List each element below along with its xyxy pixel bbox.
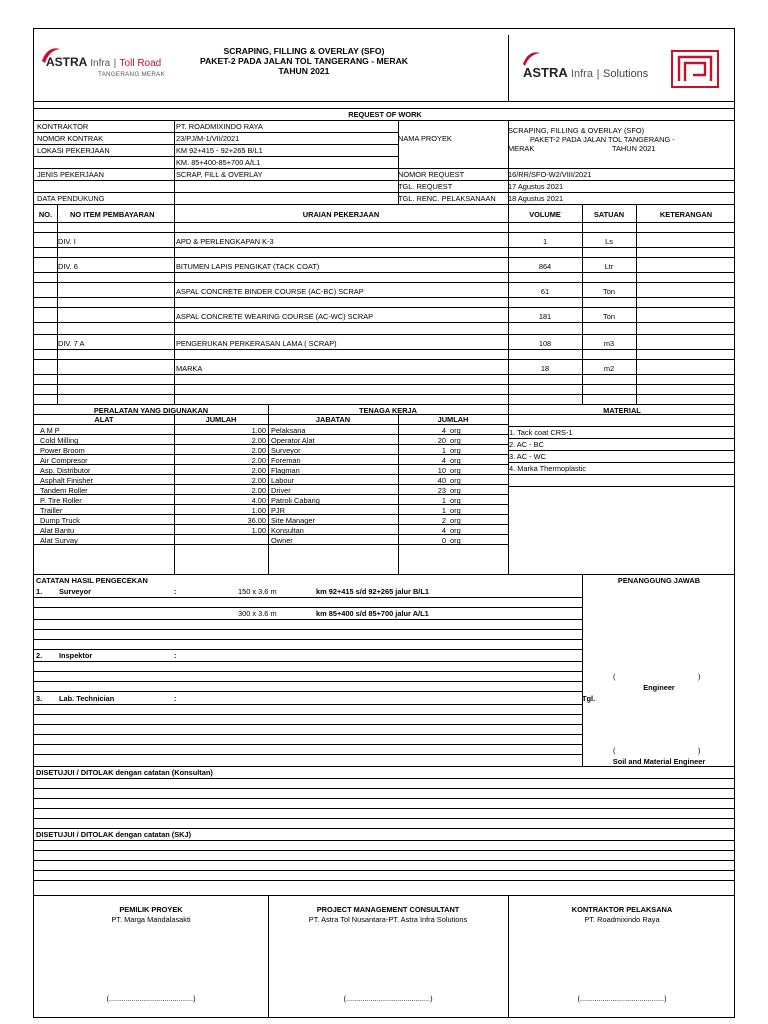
grid-line bbox=[398, 180, 735, 181]
lab-label: Lab. Technician bbox=[59, 694, 115, 703]
grid-line bbox=[508, 438, 735, 439]
label-tgl-request: TGL. REQUEST bbox=[398, 182, 453, 191]
grid-line bbox=[636, 204, 637, 404]
equipment-name: P. Tire Roller bbox=[40, 496, 82, 505]
approval-konsultan: DISETUJUI / DITOLAK dengan catatan (Konsultan) bbox=[36, 768, 213, 777]
labour-unit: org bbox=[450, 466, 461, 475]
grid-line bbox=[34, 120, 735, 121]
labour-unit: org bbox=[450, 496, 461, 505]
signature-contractor bbox=[508, 895, 735, 1018]
grid-line bbox=[34, 424, 508, 425]
grid-line bbox=[508, 450, 735, 451]
label-tgl-renc: TGL. RENC. PELAKSANAAN bbox=[398, 194, 496, 203]
jumlah-label-tenaga: JUMLAH bbox=[437, 415, 469, 424]
grid-line bbox=[34, 714, 582, 715]
grid-line bbox=[34, 222, 735, 223]
grid-line bbox=[174, 120, 175, 204]
solutions-emblem-icon bbox=[671, 50, 719, 88]
grid-line bbox=[34, 704, 582, 705]
signature-title: KONTRAKTOR PELAKSANA bbox=[571, 905, 673, 914]
grid-line bbox=[34, 180, 398, 181]
signature-line: (.........................................) bbox=[106, 994, 196, 1003]
grid-line bbox=[34, 282, 735, 283]
work-volume: 18 bbox=[540, 364, 550, 373]
grid-line bbox=[398, 192, 735, 193]
equipment-qty: 2.00 bbox=[251, 456, 266, 465]
labour-unit: org bbox=[450, 486, 461, 495]
grid-line bbox=[34, 798, 735, 799]
signature-line: (.........................................) bbox=[577, 994, 667, 1003]
grid-line bbox=[508, 426, 735, 427]
soil-engineer-label: Soil and Material Engineer bbox=[612, 757, 706, 766]
label-jenis: JENIS PEKERJAAN bbox=[37, 170, 104, 179]
surveyor-dim-2: 300 x 3.6 m bbox=[238, 609, 277, 618]
grid-line bbox=[508, 474, 735, 475]
equipment-qty: 1.00 bbox=[251, 506, 266, 515]
soil-paren-close: ) bbox=[698, 746, 701, 755]
grid-line bbox=[34, 574, 735, 575]
material-title: MATERIAL bbox=[603, 406, 641, 415]
inspektor-colon: : bbox=[174, 651, 177, 660]
label-lokasi: LOKASI PEKERJAAN bbox=[37, 146, 110, 155]
value-nomor-kontrak: 23/PJ/M-1/VII/2021 bbox=[176, 134, 240, 143]
approval-skj: DISETUJUI / DITOLAK dengan catatan (SKJ) bbox=[36, 830, 192, 839]
labour-qty: 1 bbox=[441, 506, 446, 515]
grid-line bbox=[34, 840, 735, 841]
equipment-name: Alat Survay bbox=[40, 536, 78, 545]
grid-line bbox=[57, 204, 58, 404]
work-uraian: ASPAL CONCRETE BINDER COURSE (AC-BC) SCRAP bbox=[176, 287, 364, 296]
equipment-qty: 2.00 bbox=[251, 476, 266, 485]
grid-line bbox=[34, 724, 582, 725]
grid-line bbox=[34, 101, 735, 102]
grid-line bbox=[34, 639, 582, 640]
equipment-name: Dump Truck bbox=[40, 516, 80, 525]
work-satuan: Ls bbox=[605, 237, 613, 246]
labour-unit: org bbox=[450, 436, 461, 445]
work-satuan: Ton bbox=[603, 287, 615, 296]
grid-line bbox=[34, 374, 735, 375]
grid-line bbox=[34, 108, 735, 109]
value-jenis: SCRAP, FILL & OVERLAY bbox=[176, 170, 263, 179]
labour-role: Driver bbox=[271, 486, 291, 495]
engineer-paren-open: ( bbox=[613, 672, 616, 681]
grid-line bbox=[34, 247, 735, 248]
label-nomor-request: NOMOR REQUEST bbox=[398, 170, 465, 179]
labour-qty: 0 bbox=[441, 536, 446, 545]
grid-line bbox=[34, 232, 735, 233]
logo-region: TANGERANG MERAK bbox=[98, 71, 165, 78]
labour-qty: 20 bbox=[437, 436, 446, 445]
work-uraian: APD & PERLENGKAPAN K-3 bbox=[176, 237, 274, 246]
value-kontraktor: PT. ROADMIXINDO RAYA bbox=[176, 122, 263, 131]
grid-line bbox=[34, 734, 582, 735]
grid-line bbox=[34, 597, 582, 598]
logo-sub: Infra bbox=[90, 58, 111, 69]
equipment-qty: 1.00 bbox=[251, 526, 266, 535]
grid-line bbox=[34, 359, 735, 360]
labour-unit: org bbox=[450, 526, 461, 535]
grid-line bbox=[34, 204, 735, 205]
material-item: 1. Tack coat CRS-1 bbox=[509, 428, 573, 437]
labour-role: Patroli Cabang bbox=[271, 496, 320, 505]
request-of-work-form bbox=[33, 28, 735, 1018]
grid-line bbox=[34, 322, 735, 323]
work-satuan: Ltr bbox=[604, 262, 614, 271]
equipment-name: Cold Milling bbox=[40, 436, 79, 445]
equipment-name: Tandem Roller bbox=[40, 486, 88, 495]
work-uraian: PENGERUKAN PERKERASAN LAMA ( SCRAP) bbox=[176, 339, 337, 348]
material-item: 3. AC - WC bbox=[509, 452, 546, 461]
grid-line bbox=[34, 744, 582, 745]
equipment-name: A M P bbox=[40, 426, 60, 435]
labour-unit: org bbox=[450, 536, 461, 545]
surveyor-label: Surveyor bbox=[59, 587, 92, 596]
label-nomor-kontrak: NOMOR KONTRAK bbox=[37, 134, 104, 143]
signature-line: (.........................................) bbox=[343, 994, 433, 1003]
grid-line bbox=[268, 404, 269, 574]
labour-role: Pelaksana bbox=[271, 426, 306, 435]
material-item: 2. AC - BC bbox=[509, 440, 544, 449]
soil-paren-open: ( bbox=[613, 746, 616, 755]
grid-line bbox=[34, 404, 735, 405]
work-item: DIV. 6 bbox=[58, 262, 78, 271]
value-nama-proyek-4: TAHUN 2021 bbox=[612, 144, 656, 153]
col-uraian: URAIAN PEKERJAAN bbox=[302, 210, 380, 219]
work-volume: 108 bbox=[538, 339, 552, 348]
grid-line bbox=[34, 850, 735, 851]
labour-qty: 2 bbox=[441, 516, 446, 525]
equipment-qty: 4.00 bbox=[251, 496, 266, 505]
value-tgl-renc: 18 Agustus 2021 bbox=[508, 194, 564, 203]
inspektor-label: Inspektor bbox=[59, 651, 93, 660]
work-item: DIV. I bbox=[58, 237, 76, 246]
grid-line bbox=[582, 574, 583, 766]
value-lokasi-1: KM 92+415 - 92+265 B/L1 bbox=[176, 146, 263, 155]
logo-astra-toll-road bbox=[38, 43, 174, 83]
grid-line bbox=[174, 204, 175, 404]
labour-qty: 1 bbox=[441, 496, 446, 505]
work-satuan: m2 bbox=[603, 364, 615, 373]
checks-title: CATATAN HASIL PENGECEKAN bbox=[36, 576, 148, 585]
value-lokasi-2: KM. 85+400-85+700 A/L1 bbox=[176, 158, 261, 167]
labour-unit: org bbox=[450, 506, 461, 515]
tenaga-title: TENAGA KERJA bbox=[358, 406, 418, 415]
value-nomor-request: 16/RR/SFO-W2/VIII/2021 bbox=[508, 170, 592, 179]
grid-line bbox=[34, 297, 735, 298]
inspektor-num: 2. bbox=[36, 651, 43, 660]
grid-line bbox=[34, 349, 735, 350]
equipment-qty: 2.00 bbox=[251, 466, 266, 475]
equipment-qty: 36.00 bbox=[247, 516, 266, 525]
labour-role: Surveyor bbox=[271, 446, 301, 455]
labour-role: Flagman bbox=[271, 466, 300, 475]
grid-line bbox=[34, 607, 582, 608]
labour-role: Labour bbox=[271, 476, 295, 485]
label-kontraktor: KONTRAKTOR bbox=[37, 122, 89, 131]
work-volume: 1 bbox=[542, 237, 548, 246]
labour-role: Konsultan bbox=[271, 526, 304, 535]
logo-sep: | bbox=[596, 68, 600, 80]
grid-line bbox=[508, 486, 735, 487]
signature-title: PEMILIK PROYEK bbox=[119, 905, 183, 914]
grid-line bbox=[34, 629, 582, 630]
value-tgl-request: 17 Agustus 2021 bbox=[508, 182, 564, 191]
equipment-qty: 2.00 bbox=[251, 486, 266, 495]
logo-brand: ASTRA bbox=[46, 55, 87, 69]
logo-sep: | bbox=[113, 58, 117, 69]
grid-line bbox=[34, 334, 735, 335]
grid-line bbox=[34, 168, 398, 169]
signature-org: PT. Marga Mandalasakti bbox=[111, 915, 191, 924]
labour-unit: org bbox=[450, 426, 461, 435]
logo-astra-infra-solutions bbox=[508, 35, 735, 101]
engineer-paren-close: ) bbox=[698, 672, 701, 681]
logo-sub: Infra bbox=[570, 68, 593, 80]
equipment-name: Power Broom bbox=[40, 446, 85, 455]
signature-consultant bbox=[268, 895, 508, 1018]
labour-qty: 23 bbox=[437, 486, 446, 495]
grid-line bbox=[508, 462, 735, 463]
grid-line bbox=[34, 778, 735, 779]
surveyor-dim-1: 150 x 3.6 m bbox=[238, 587, 277, 596]
grid-line bbox=[34, 870, 735, 871]
grid-line bbox=[34, 880, 735, 881]
equipment-name: Air Compresor bbox=[40, 456, 88, 465]
equipment-name: Asphalt Finisher bbox=[40, 476, 93, 485]
labour-role: Site Manager bbox=[271, 516, 315, 525]
work-item: DIV. 7 A bbox=[58, 339, 85, 348]
surveyor-num: 1. bbox=[36, 587, 43, 596]
peralatan-title: PERALATAN YANG DIGUNAKAN bbox=[93, 406, 209, 415]
grid-line bbox=[34, 384, 735, 385]
equipment-qty: 2.00 bbox=[251, 446, 266, 455]
equipment-qty: 2.00 bbox=[251, 436, 266, 445]
grid-line bbox=[34, 272, 735, 273]
surveyor-loc-1: km 92+415 s/d 92+265 jalur B/L1 bbox=[316, 587, 429, 596]
grid-line bbox=[34, 818, 735, 819]
signature-org: PT. Roadmixindo Raya bbox=[584, 915, 660, 924]
labour-qty: 4 bbox=[441, 426, 446, 435]
grid-line bbox=[34, 691, 582, 692]
lab-num: 3. bbox=[36, 694, 43, 703]
grid-line bbox=[34, 788, 735, 789]
equipment-name: Trailler bbox=[40, 506, 63, 515]
col-keterangan: KETERANGAN bbox=[659, 210, 713, 219]
lab-colon: : bbox=[174, 694, 177, 703]
col-volume: VOLUME bbox=[529, 210, 561, 219]
header-title-line-3: TAHUN 2021 bbox=[278, 66, 330, 76]
labour-qty: 40 bbox=[437, 476, 446, 485]
logo-brand: ASTRA bbox=[523, 65, 568, 80]
work-volume: 864 bbox=[538, 262, 552, 271]
grid-line bbox=[398, 120, 399, 204]
tgl-label: Tgl. bbox=[582, 694, 596, 703]
col-satuan: SATUAN bbox=[593, 210, 625, 219]
equipment-qty: 1.00 bbox=[251, 426, 266, 435]
grid-line bbox=[34, 808, 735, 809]
labour-role: PJR bbox=[271, 506, 285, 515]
equipment-name: Asp. Distributor bbox=[40, 466, 91, 475]
col-no: NO. bbox=[38, 210, 53, 219]
work-uraian: BITUMEN LAPIS PENGIKAT (TACK COAT) bbox=[176, 262, 320, 271]
grid-line bbox=[34, 144, 398, 145]
grid-line bbox=[34, 257, 735, 258]
grid-line bbox=[34, 766, 735, 767]
work-volume: 61 bbox=[540, 287, 550, 296]
value-nama-proyek-1: SCRAPING, FILLING & OVERLAY (SFO) bbox=[508, 126, 645, 135]
grid-line bbox=[34, 671, 582, 672]
label-data-pendukung: DATA PENDUKUNG bbox=[37, 194, 105, 203]
labour-role: Operator Alat bbox=[271, 436, 315, 445]
labour-unit: org bbox=[450, 516, 461, 525]
grid-line bbox=[508, 204, 509, 404]
grid-line bbox=[34, 828, 735, 829]
work-satuan: m3 bbox=[603, 339, 615, 348]
jabatan-label: JABATAN bbox=[315, 415, 351, 424]
grid-line bbox=[34, 649, 582, 650]
signature-title: PROJECT MANAGEMENT CONSULTANT bbox=[316, 905, 460, 914]
value-nama-proyek-2: PAKET-2 PADA JALAN TOL TANGERANG - bbox=[530, 135, 675, 144]
labour-qty: 4 bbox=[441, 526, 446, 535]
grid-line bbox=[34, 681, 582, 682]
work-satuan: Ton bbox=[603, 312, 615, 321]
labour-role: Owner bbox=[271, 536, 293, 545]
header-title-line-1: SCRAPING, FILLING & OVERLAY (SFO) bbox=[223, 46, 385, 56]
grid-line bbox=[582, 204, 583, 404]
work-uraian: ASPAL CONCRETE WEARING COURSE (AC-WC) SCRAP bbox=[176, 312, 374, 321]
grid-line bbox=[34, 661, 582, 662]
surveyor-loc-2: km 85+400 s/d 85+700 jalur A/L1 bbox=[316, 609, 429, 618]
grid-line bbox=[34, 132, 398, 133]
logo-division: Solutions bbox=[603, 68, 649, 80]
surveyor-colon: : bbox=[174, 587, 177, 596]
grid-line bbox=[34, 307, 735, 308]
signature-org: PT. Astra Tol Nusantara-PT. Astra Infra Solutions bbox=[308, 915, 468, 924]
work-uraian: MARKA bbox=[176, 364, 203, 373]
labour-qty: 10 bbox=[437, 466, 446, 475]
grid-line bbox=[34, 754, 582, 755]
col-item: NO ITEM PEMBAYARAN bbox=[70, 210, 155, 219]
alat-label: ALAT bbox=[94, 415, 114, 424]
labour-unit: org bbox=[450, 456, 461, 465]
value-nama-proyek-3: MERAK bbox=[508, 144, 535, 153]
material-item: 4. Marka Thermoplastic bbox=[509, 464, 587, 473]
label-nama-proyek: NAMA PROYEK bbox=[398, 134, 452, 143]
work-volume: 181 bbox=[538, 312, 552, 321]
header-title-line-2: PAKET-2 PADA JALAN TOL TANGERANG - MERAK bbox=[199, 56, 408, 66]
labour-unit: org bbox=[450, 446, 461, 455]
signature-owner bbox=[34, 895, 268, 1018]
jumlah-label-alat: JUMLAH bbox=[205, 415, 237, 424]
pj-title: PENANGGUNG JAWAB bbox=[617, 576, 701, 585]
grid-line bbox=[34, 394, 735, 395]
form-title: REQUEST OF WORK bbox=[348, 110, 422, 119]
grid-line bbox=[398, 168, 735, 169]
grid-line bbox=[34, 619, 582, 620]
grid-line bbox=[34, 156, 398, 157]
labour-role: Foreman bbox=[271, 456, 301, 465]
engineer-label: Engineer bbox=[643, 683, 675, 692]
logo-division: Toll Road bbox=[119, 58, 162, 69]
equipment-name: Alat Bantu bbox=[40, 526, 75, 535]
labour-unit: org bbox=[450, 476, 461, 485]
labour-qty: 4 bbox=[441, 456, 446, 465]
grid-line bbox=[34, 860, 735, 861]
labour-qty: 1 bbox=[441, 446, 446, 455]
